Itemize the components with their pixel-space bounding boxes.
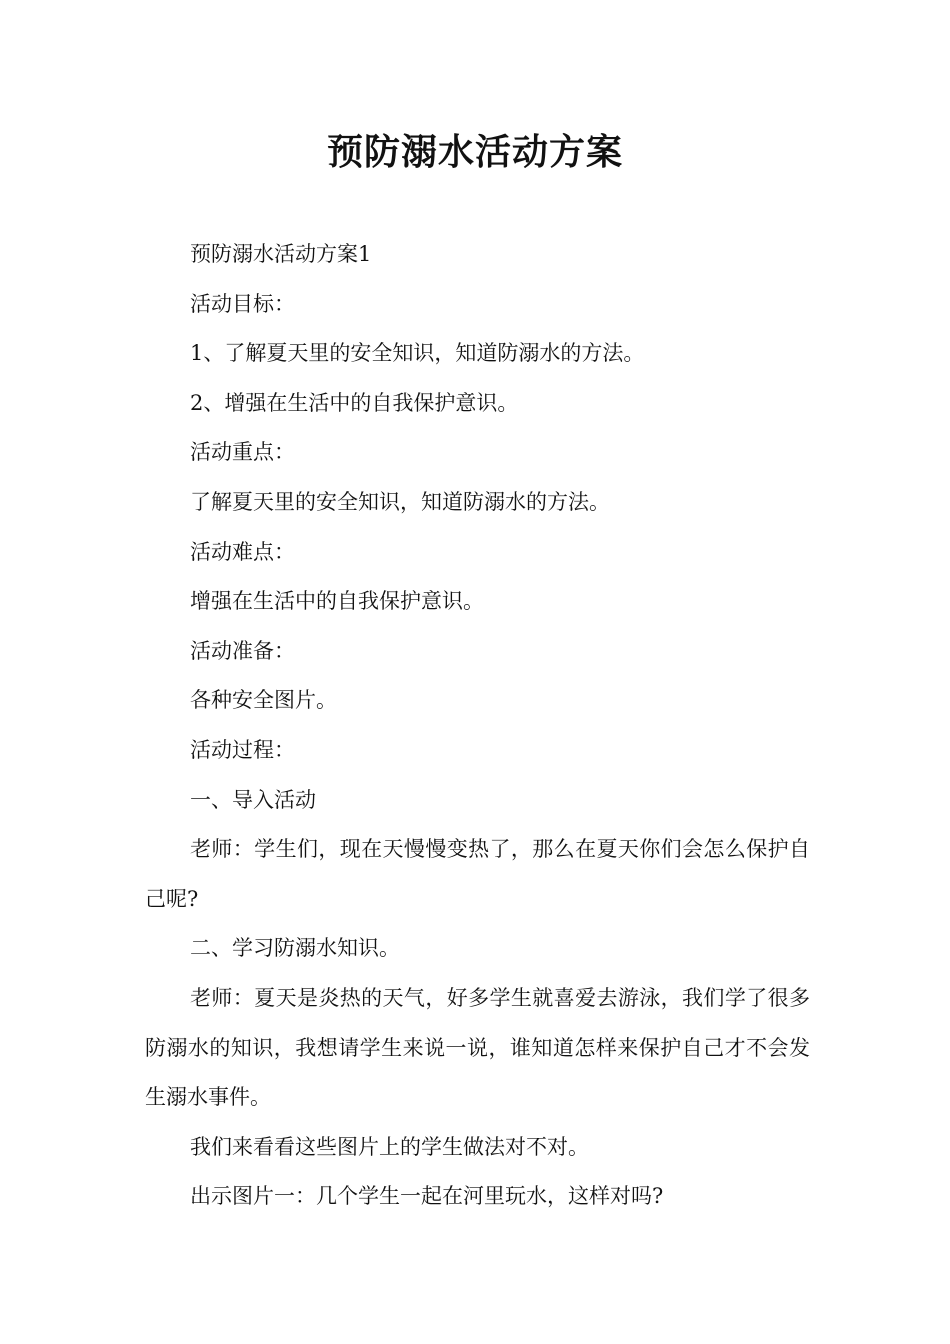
paragraph: 预防溺水活动方案1 xyxy=(190,242,372,266)
paragraph: 我们来看看这些图片上的学生做法对不对。 xyxy=(190,1134,589,1159)
paragraph: 老师：学生们，现在天慢慢变热了，那么在夏天你们会怎么保护自己呢? xyxy=(145,837,810,911)
document-title: 预防溺水活动方案 xyxy=(326,132,623,173)
paragraph: 活动难点： xyxy=(190,539,295,564)
paragraph: 2、增强在生活中的自我保护意识。 xyxy=(190,390,519,415)
paragraph: 了解夏天里的安全知识，知道防溺水的方法。 xyxy=(190,489,610,514)
paragraph: 出示图片一：几个学生一起在河里玩水，这样对吗? xyxy=(190,1184,664,1209)
paragraph: 活动重点： xyxy=(190,440,295,465)
paragraph: 各种安全图片。 xyxy=(190,688,337,713)
paragraph: 活动过程： xyxy=(190,737,295,762)
document-body xyxy=(145,230,810,1222)
paragraph: 增强在生活中的自我保护意识。 xyxy=(190,589,484,614)
paragraph: 一、导入活动 xyxy=(190,787,316,812)
paragraph: 活动准备： xyxy=(190,638,295,663)
paragraph: 老师：夏天是炎热的天气，好多学生就喜爱去游泳，我们学了很多防溺水的知识，我想请学生来说一说，谁知道怎样来保护自己才不会发生溺水事件。 xyxy=(145,985,810,1110)
paragraph: 1、了解夏天里的安全知识，知道防溺水的方法。 xyxy=(190,341,645,366)
paragraph: 二、学习防溺水知识。 xyxy=(190,936,400,961)
paragraph: 活动目标： xyxy=(190,291,295,316)
